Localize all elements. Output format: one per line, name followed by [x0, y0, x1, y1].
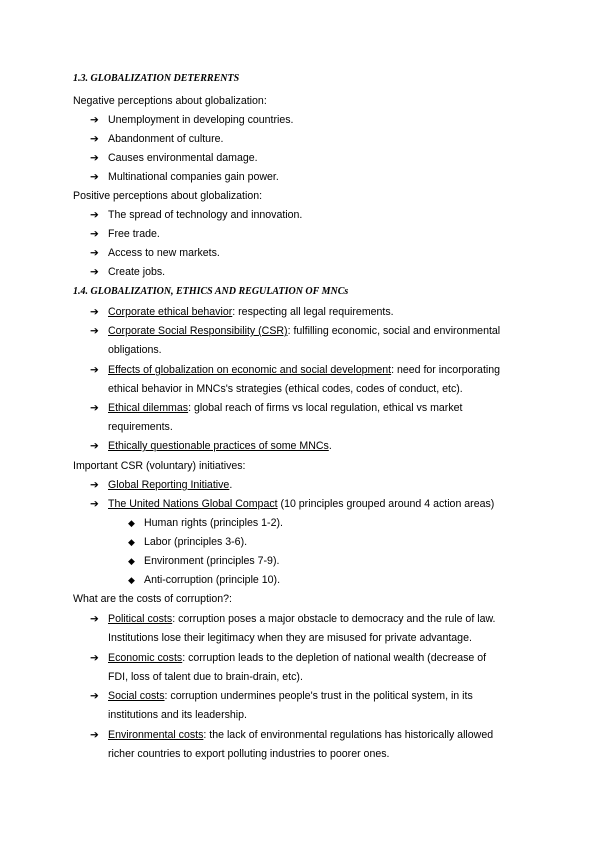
- sub-list-item: ◆ Anti-corruption (principle 10).: [128, 574, 281, 586]
- list-item: ➔ Corporate ethical behavior: respecting all legal requirements.: [90, 306, 394, 318]
- positive-intro: Positive perceptions about globalization:: [73, 190, 263, 202]
- negative-intro: Negative perceptions about globalization:: [73, 95, 267, 107]
- term-link: Effects of globalization on economic and social development: [108, 364, 392, 376]
- arrow-icon: ➔: [90, 133, 99, 145]
- term-link: Corporate Social Responsibility (CSR): [108, 325, 288, 337]
- list-item: ➔ Global Reporting Initiative.: [90, 479, 233, 491]
- arrow-icon: ➔: [90, 306, 99, 318]
- section-heading-1-3: 1.3. GLOBALIZATION DETERRENTS: [73, 73, 240, 84]
- list-item-continuation: richer countries to export polluting industries to poorer ones.: [108, 748, 390, 760]
- corruption-intro: What are the costs of corruption?:: [73, 593, 232, 605]
- term-link: The United Nations Global Compact: [108, 498, 278, 510]
- list-item: ➔ The United Nations Global Compact (10 principles grouped around 4 action areas): [90, 498, 495, 510]
- list-item-continuation: ethical behavior in MNCs's strategies (ethical codes, codes of conduct, etc).: [108, 383, 463, 395]
- list-item: ➔ Social costs: corruption undermines people's trust in the political system, in its: [90, 690, 473, 702]
- arrow-icon: ➔: [90, 440, 99, 452]
- diamond-bullet-icon: ◆: [128, 537, 135, 547]
- sub-list-item: ◆ Environment (principles 7-9).: [128, 555, 280, 567]
- arrow-icon: ➔: [90, 152, 99, 164]
- arrow-icon: ➔: [90, 690, 99, 702]
- list-item: ➔ Corporate Social Responsibility (CSR): fulfilling economic, social and environmental: [90, 325, 501, 337]
- list-item-continuation: requirements.: [108, 421, 173, 433]
- list-item-continuation: institutions and its leadership.: [108, 709, 247, 721]
- arrow-icon: ➔: [90, 266, 99, 278]
- list-item: ➔ Access to new markets.: [90, 247, 220, 259]
- arrow-icon: ➔: [90, 325, 99, 337]
- sub-list-item: ◆ Labor (principles 3-6).: [128, 536, 248, 548]
- list-item: ➔ Ethical dilemmas: global reach of firms vs local regulation, ethical vs market: [90, 402, 463, 414]
- list-item-continuation: Institutions lose their legitimacy when they are misused for private advantage.: [108, 632, 472, 644]
- arrow-icon: ➔: [90, 171, 99, 183]
- list-item: ➔ Create jobs.: [90, 266, 166, 278]
- list-item: ➔ Abandonment of culture.: [90, 133, 224, 145]
- list-item: ➔ Economic costs: corruption leads to the depletion of national wealth (decrease of: [90, 652, 487, 664]
- list-item-continuation: obligations.: [108, 344, 162, 356]
- term-link: Ethically questionable practices of some MNCs: [108, 440, 329, 452]
- list-item: ➔ Effects of globalization on economic and social development: need for incorporating: [90, 364, 501, 376]
- csr-intro: Important CSR (voluntary) initiatives:: [73, 460, 246, 472]
- diamond-bullet-icon: ◆: [128, 556, 135, 566]
- list-item: ➔ Causes environmental damage.: [90, 152, 258, 164]
- term-link: Corporate ethical behavior: [108, 306, 233, 318]
- term-link: Political costs: [108, 613, 173, 625]
- sub-list-item: ◆ Human rights (principles 1-2).: [128, 517, 283, 529]
- arrow-icon: ➔: [90, 228, 99, 240]
- list-item: ➔ Free trade.: [90, 228, 160, 240]
- list-item: ➔ Ethically questionable practices of some MNCs.: [90, 440, 332, 452]
- section-heading-1-4: 1.4. GLOBALIZATION, ETHICS AND REGULATION OF MNCs: [73, 286, 349, 297]
- list-item-continuation: FDI, loss of talent due to brain-drain, etc).: [108, 671, 303, 683]
- arrow-icon: ➔: [90, 479, 99, 491]
- term-link: Environmental costs: [108, 729, 204, 741]
- list-item: ➔ Political costs: corruption poses a major obstacle to democracy and the rule of law.: [90, 613, 496, 625]
- term-link: Ethical dilemmas: [108, 402, 189, 414]
- arrow-icon: ➔: [90, 652, 99, 664]
- arrow-icon: ➔: [90, 209, 99, 221]
- term-link: Social costs: [108, 690, 165, 702]
- diamond-bullet-icon: ◆: [128, 575, 135, 585]
- term-link: Global Reporting Initiative: [108, 479, 230, 491]
- arrow-icon: ➔: [90, 613, 99, 625]
- list-item: ➔ Environmental costs: the lack of environmental regulations has historically allowed: [90, 729, 494, 741]
- arrow-icon: ➔: [90, 729, 99, 741]
- term-link: Economic costs: [108, 652, 183, 664]
- arrow-icon: ➔: [90, 498, 99, 510]
- arrow-icon: ➔: [90, 402, 99, 414]
- arrow-icon: ➔: [90, 247, 99, 259]
- list-item: ➔ Unemployment in developing countries.: [90, 114, 294, 126]
- list-item: ➔ Multinational companies gain power.: [90, 171, 279, 183]
- arrow-icon: ➔: [90, 364, 99, 376]
- diamond-bullet-icon: ◆: [128, 518, 135, 528]
- arrow-icon: ➔: [90, 114, 99, 126]
- list-item: ➔ The spread of technology and innovation.: [90, 209, 303, 221]
